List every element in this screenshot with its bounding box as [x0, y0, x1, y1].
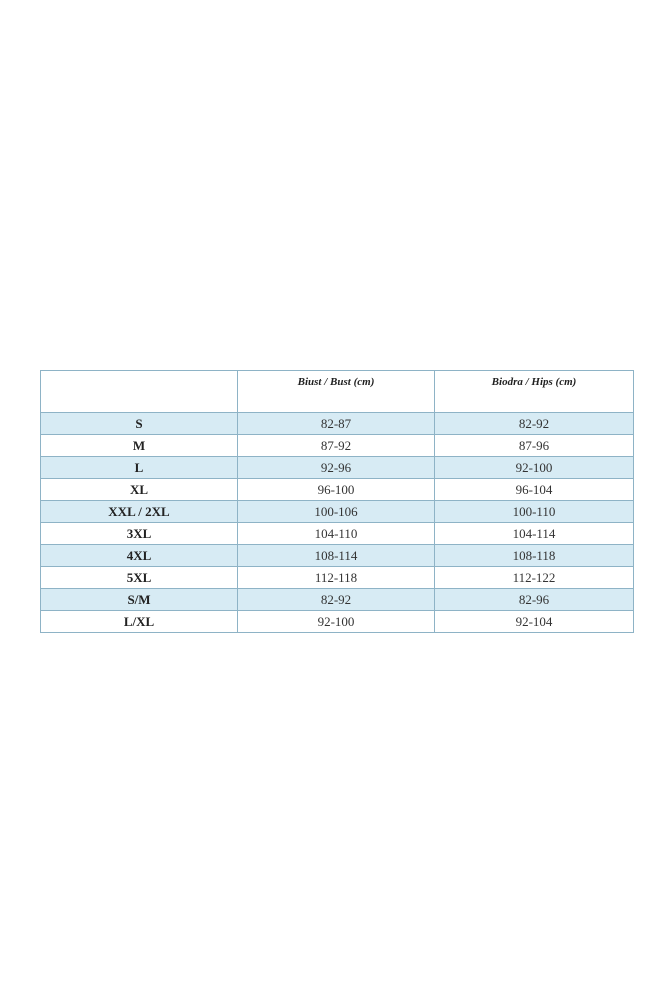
size-chart-table [40, 370, 634, 633]
hips-cell: 82-92 [435, 413, 634, 435]
hips-cell: 96-104 [435, 479, 634, 501]
size-cell: XXL / 2XL [41, 501, 238, 523]
table-row [41, 567, 634, 589]
table-row [41, 413, 634, 435]
hips-cell: 92-104 [435, 611, 634, 633]
bust-cell: 112-118 [238, 567, 435, 589]
table-header-row [41, 371, 634, 413]
size-cell: L [41, 457, 238, 479]
size-cell: S/M [41, 589, 238, 611]
table-row [41, 523, 634, 545]
size-cell: 5XL [41, 567, 238, 589]
table-row [41, 589, 634, 611]
size-cell: 4XL [41, 545, 238, 567]
table-row [41, 611, 634, 633]
size-cell: M [41, 435, 238, 457]
table-row [41, 457, 634, 479]
header-bust: Biust / Bust (cm) [238, 371, 435, 413]
bust-cell: 92-100 [238, 611, 435, 633]
bust-cell: 82-87 [238, 413, 435, 435]
table-row [41, 435, 634, 457]
bust-cell: 92-96 [238, 457, 435, 479]
hips-cell: 92-100 [435, 457, 634, 479]
bust-cell: 82-92 [238, 589, 435, 611]
header-hips: Biodra / Hips (cm) [435, 371, 634, 413]
bust-cell: 87-92 [238, 435, 435, 457]
size-cell: L/XL [41, 611, 238, 633]
hips-cell: 112-122 [435, 567, 634, 589]
size-cell: S [41, 413, 238, 435]
bust-cell: 108-114 [238, 545, 435, 567]
hips-cell: 87-96 [435, 435, 634, 457]
table-row [41, 501, 634, 523]
header-corner-cell [41, 371, 238, 413]
hips-cell: 108-118 [435, 545, 634, 567]
bust-cell: 100-106 [238, 501, 435, 523]
size-cell: 3XL [41, 523, 238, 545]
table-row [41, 545, 634, 567]
hips-cell: 100-110 [435, 501, 634, 523]
bust-cell: 104-110 [238, 523, 435, 545]
table-row [41, 479, 634, 501]
bust-cell: 96-100 [238, 479, 435, 501]
hips-cell: 82-96 [435, 589, 634, 611]
hips-cell: 104-114 [435, 523, 634, 545]
size-cell: XL [41, 479, 238, 501]
